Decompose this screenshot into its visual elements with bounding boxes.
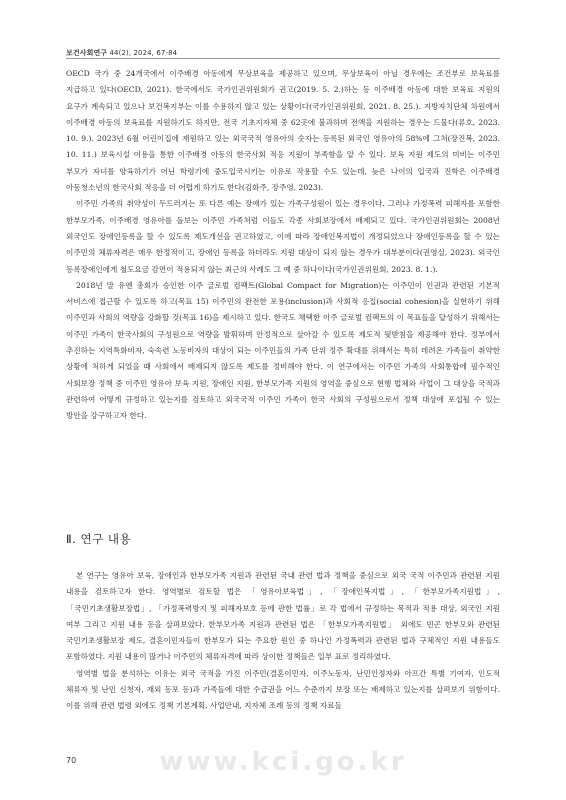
body-bottom (66, 568, 500, 715)
paragraph-3: 2018년 말 유엔 총회가 승인한 이주 글로벌 컴팩트(Global Compact for Migration)는 이주민이 인권과 관련된 기본적 서비스에 접근할 수 있도록 하고(목표 15) 이주민의 완전한 포용(inclusion)과 사회적 응집(social cohesion)을 실현하기 위해 이주민과 사회의 역량을 강화할 것(목표 16)을 제시하고 있다. 한국도 채택한 이주 글로벌 컴팩트의 이 목표들을 달성하기 위해서는 이주민 가족이 한국사회의 구성원으로 역량을 발휘하며 안정적으로 살아갈 수 있도록 제도적 뒷받침을 제공해야 한다. 정부에서 추진하는 지역특화비자, 숙속련 노동비자의 대상이 되는 이주민들의 가족 단위 정주 확대를 위해서는 특히 데려온 가족들이 취약한 상황에 처하게 되었을 때 사회에서 배제되지 않도록 제도를 정비해야 한다. 이 연구에서는 이주민 가족의 사회통합에 필수적인 사회보장 정책 중 이주민 영유아 보육 지원, 장애인 지원, 한부모가족 지원의 영역을 중심으로 현행 법체와 사업이 그 대상을 국적과 관련하여 어떻게 규정하고 있는지를 검토하고 외국국적 이주민 가족이 한국 사회의 구성원으로서 정책 대상에 포섭될 수 있는 방안을 강구하고자 한다. (66, 280, 500, 421)
journal-title: 보건사회연구 (66, 49, 108, 57)
section-heading: Ⅱ. 연구 내용 (66, 532, 132, 546)
running-head (66, 48, 177, 58)
paragraph-1: OECD 국가 중 24개국에서 이주배경 아동에게 무상보육을 제공하고 있으며, 무상보육이 아닐 경우에는 조건부로 보육료를 지급하고 있다(OECD, 2021). 한국에서도 국가인권위원회가 권고(2019. 5. 2.)하는 등 이주배경 아동에 대한 보육료 지원의 요구가 계속되고 있으나 보건복지부는 이를 수용하지 않고 있는 상황이다(국가인권위원회, 2021. 8. 25.). 지방자치단체 차원에서 이주배경 아동의 보육료를 지원하기도 하지만, 전국 기초지자체 중 62곳에 불과하며 전액을 지원하는 경우는 드물다(류호, 2023. 10. 9.). 2023년 6월 어린이집에 재원하고 있는 외국국적 영유아의 숫자는 등록된 외국인 영유아의 58%에 그쳐(장진복, 2023. 10. 11.) 보육시설 이용을 통한 이주배경 아동의 한국사회 적응 지원이 부족함을 알 수 있다. 보육 지원 제도의 미비는 이주민 부모가 자녀를 양육하기가 어닌 학령기에 중도입국시키는 이유로 작용할 수도 있는데, 늦은 나이의 입국과 진학은 이주배경 아동청소년의 한국사회 적응을 더 어렵게 하기도 한다(김화주, 장주영, 2023). (66, 69, 500, 193)
paragraph-5: 영역별 법을 분석하는 이유는 외국 국적을 가진 이주민(결혼이민자, 이주노동자, 난민인정자와 아프간 특별 기여자, 인도적 체류자 및 난민 신청자, 재외 동포 등)과 가족들에 대한 수급권을 어느 수준까지 보장 또는 배제하고 있는지를 살펴보기 위함이다. 이를 위해 관련 법령 외에도 정책 기본계획, 사업안내, 지자체 조례 등의 정책 자료들 (66, 668, 500, 711)
body-top (66, 66, 500, 425)
watermark: www.kci.go.kr (159, 747, 407, 777)
paragraph-4: 본 연구는 영유아 보육, 장애인과 한부모가족 지원과 관련된 국내 관련 법과 정책을 중심으로 외국 국적 이주민과 관련된 지원 내용을 검토하고자 한다. 영역별로 검토할 법은 「영유아보육법」, 「장애인복지법」, 「한부모가족지원법」, 「국민기초생활보장법」, 「가정폭력방지 및 피해자보호 등에 관한 법률」로 각 법에서 규정하는 목적과 적용 대상, 외국인 지원 여부 그리고 지원 내용 등을 살펴보았다. 한부모가족 지원과 관련된 법은 「한부모가족지원법」 외에도 빈곤 한부모와 관련된 국민기초생활보장 제도, 결혼이민자들이 한부모가 되는 주요한 원인 중 하나인 가정폭력과 관련된 법과 구체적인 지원 내용들도 포함하였다. 지원 내용이 많거나 이주민의 체류자격에 따라 상이한 정책들은 일부 표로 정리하였다. (66, 571, 500, 662)
header-divider (66, 58, 500, 59)
volume-info: 44(2), 2024, 67-84 (109, 49, 178, 57)
page-number: 70 (66, 756, 77, 765)
paragraph-2: 이주민 가족의 취약성이 두드러지는 또 다른 예는 장애가 있는 가족구성원이 있는 경우이다. 그러나 가정폭력 피해자를 포함한 한부모가족, 이주배경 영유아를 돌보는 이주민 가족처럼 이들도 각종 사회보장에서 배제되고 있다. 국가인권위원회는 2008년 외국인도 장애인등록을 할 수 있도록 제도개선을 권고하였고, 이에 따라 장애인복지법이 개정되었으나 장애인등록을 할 수 있는 이주민의 체류자격은 매우 한정적이고, 장애인 등록을 하더라도 지원 대상이 되지 않는 경우가 대부분이다(권영실, 2023). 외국인 등록장애인에게 철도요금 감면이 적용되지 않는 최근의 사례도 그 예 중 하나이다(국가인권위원회, 2023. 8. 1.). (66, 199, 500, 274)
